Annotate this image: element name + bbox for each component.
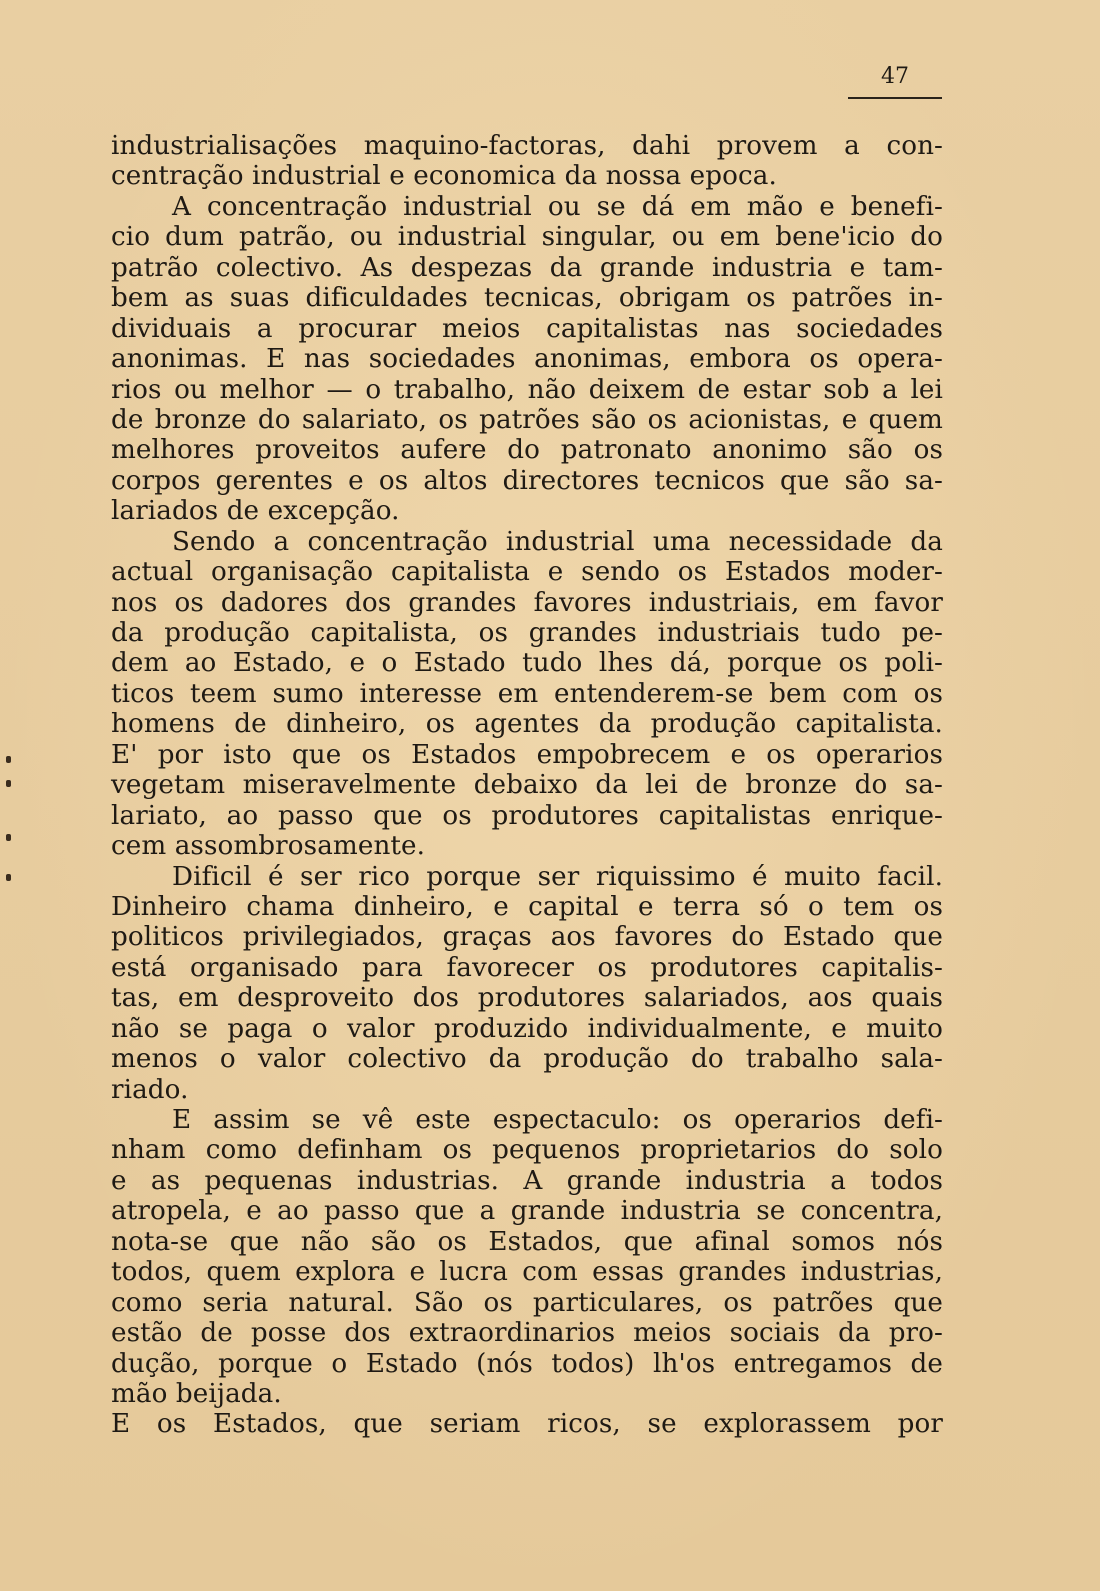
text-line: anonimas. E nas sociedades anonimas, embora os opera-: [111, 344, 943, 375]
text-line: lariato, ao passo que os produtores capitalistas enrique-: [111, 800, 943, 831]
text-line: atropela, e ao passo que a grande industria se concentra,: [111, 1196, 943, 1227]
text-line: A concentração industrial ou se dá em mão e benefi-: [172, 191, 943, 222]
text-line: corpos gerentes e os altos directores tecnicos que são sa-: [111, 465, 943, 496]
binding-marks: [2, 750, 16, 900]
text-line: nos os dadores dos grandes favores industriais, em favor: [111, 587, 943, 618]
text-line: dução, porque o Estado (nós todos) lh'os entregamos de: [111, 1348, 943, 1379]
text-line: lariados de excepção.: [111, 496, 400, 527]
text-line: riado.: [111, 1074, 189, 1105]
text-line: nota-se que não são os Estados, que afinal somos nós: [111, 1226, 943, 1257]
text-line: Dinheiro chama dinheiro, e capital e terra só o tem os: [111, 891, 943, 922]
text-line: cio dum patrão, ou industrial singular, ou em bene'icio do: [111, 222, 943, 253]
text-line: tas, em desproveito dos produtores salariados, aos quais: [111, 983, 943, 1014]
text-line: patrão colectivo. As despezas da grande industria e tam-: [111, 252, 943, 283]
text-line: nham como definham os pequenos proprietarios do solo: [111, 1135, 943, 1166]
binding-mark: [6, 780, 11, 787]
text-line: Dificil é ser rico porque ser riquissimo é muito facil.: [172, 861, 943, 892]
text-line: homens de dinheiro, os agentes da produção capitalista.: [111, 709, 943, 740]
body-text: [111, 131, 943, 1440]
text-line: rios ou melhor — o trabalho, não deixem de estar sob a lei: [111, 374, 943, 405]
text-line: E os Estados, que seriam ricos, se explorassem por: [111, 1409, 943, 1440]
text-line: como seria natural. São os particulares, os patrões que: [111, 1287, 943, 1318]
text-line: estão de posse dos extraordinarios meios sociais da pro-: [111, 1318, 943, 1349]
page-number: 47: [881, 64, 909, 89]
text-line: centração industrial e economica da nossa epoca.: [111, 161, 777, 192]
text-line: industrialisações maquino-factoras, dahi provem a con-: [111, 131, 943, 161]
text-line: E assim se vê este espectaculo: os operarios defi-: [172, 1105, 943, 1135]
text-line: dem ao Estado, e o Estado tudo lhes dá, porque os poli-: [111, 648, 943, 679]
text-line: não se paga o valor produzido individualmente, e muito: [111, 1013, 943, 1044]
text-line: mão beijada.: [111, 1378, 282, 1409]
text-line: actual organisação capitalista e sendo os Estados moder-: [111, 557, 943, 588]
text-line: ticos teem sumo interesse em entenderem-se bem com os: [111, 678, 943, 709]
text-line: de bronze do salariato, os patrões são os acionistas, e quem: [111, 404, 943, 435]
text-line: politicos privilegiados, graças aos favores do Estado que: [111, 922, 943, 953]
text-line: menos o valor colectivo da produção do trabalho sala-: [111, 1044, 943, 1075]
text-line: todos, quem explora e lucra com essas grandes industrias,: [111, 1257, 943, 1288]
binding-mark: [6, 834, 11, 841]
text-line: melhores proveitos aufere do patronato anonimo são os: [111, 435, 943, 466]
text-line: E' por isto que os Estados empobrecem e os operarios: [111, 739, 943, 770]
text-line: dividuais a procurar meios capitalistas nas sociedades: [111, 313, 943, 344]
text-line: vegetam miseravelmente debaixo da lei de bronze do sa-: [111, 770, 943, 801]
text-line: Sendo a concentração industrial uma necessidade da: [172, 526, 943, 557]
text-line: da produção capitalista, os grandes industriais tudo pe-: [111, 618, 943, 648]
binding-mark: [6, 874, 11, 881]
page-number-rule: [848, 97, 942, 99]
binding-mark: [6, 756, 11, 763]
text-line: cem assombrosamente.: [111, 831, 426, 862]
text-line: está organisado para favorecer os produtores capitalis-: [111, 952, 943, 983]
text-line: bem as suas dificuldades tecnicas, obrigam os patrões in-: [111, 283, 943, 314]
text-line: e as pequenas industrias. A grande industria a todos: [111, 1165, 943, 1196]
